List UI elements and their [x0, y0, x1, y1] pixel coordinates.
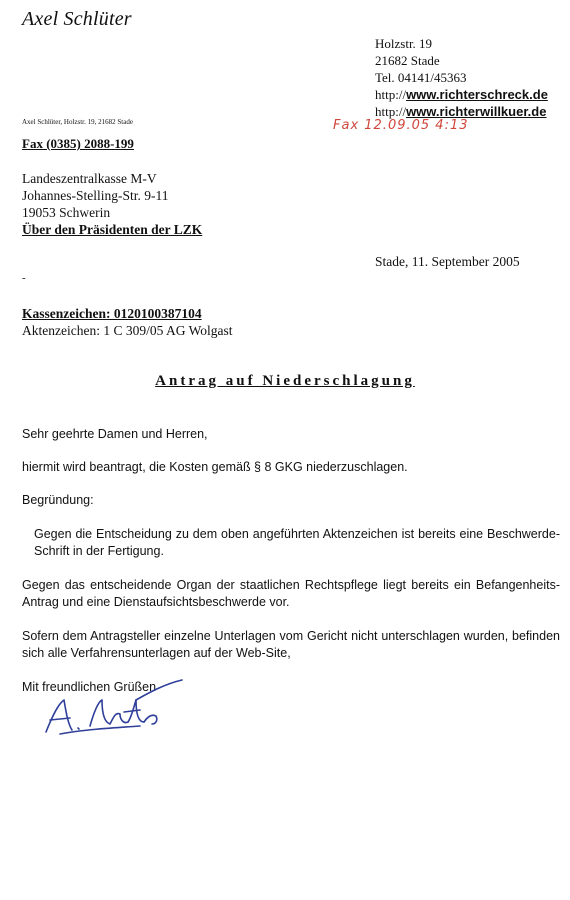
- dash-mark: -: [22, 272, 26, 284]
- sender-return-line: Axel Schlüter, Holzstr. 19, 21682 Stade: [22, 118, 133, 126]
- handwritten-fax-note: Fax 12.09.05 4:13: [333, 118, 469, 133]
- paragraph-beschwerde: Gegen die Entscheidung zu dem oben angeführten Aktenzeichen ist bereits eine Beschwerde-Schrift in der Fertigung.: [34, 527, 560, 558]
- website-link-1[interactable]: www.richterschreck.de: [406, 87, 548, 102]
- address-phone: Tel. 04141/45363: [375, 70, 467, 85]
- website-link-2[interactable]: www.richterwillkuer.de: [406, 104, 547, 119]
- letter-date: Stade, 11. September 2005: [375, 254, 520, 269]
- letterhead-logo: Axel Schlüter: [22, 8, 132, 30]
- reference-block: [22, 305, 233, 339]
- begruendung-label: Begründung:: [22, 493, 94, 507]
- recipient-address: [22, 170, 202, 238]
- website-link-1-prefix: http://: [375, 87, 407, 102]
- salutation: Sehr geehrte Damen und Herren,: [22, 427, 208, 441]
- recipient-line-3: 19053 Schwerin: [22, 205, 111, 220]
- recipient-line-4: Über den Präsidenten der LZK: [22, 222, 203, 237]
- aktenzeichen: Aktenzeichen: 1 C 309/05 AG Wolgast: [22, 323, 233, 338]
- address-street: Holzstr. 19: [375, 36, 433, 51]
- address-city: 21682 Stade: [375, 53, 440, 68]
- signature-drawing: [20, 672, 190, 742]
- paragraph-unterlagen: Sofern dem Antragsteller einzelne Unterlagen vom Gericht nicht unterschlagen wurden, befinden sich alle Verfahrensunterlagen auf der Web-Site,: [22, 629, 560, 660]
- paragraph-request: hiermit wird beantragt, die Kosten gemäß § 8 GKG niederzuschlagen.: [22, 460, 408, 474]
- recipient-line-1: Landeszentralkasse M-V: [22, 171, 157, 186]
- paragraph-befangenheit: Gegen das entscheidende Organ der staatlichen Rechtspflege liegt bereits ein Befangenheits-Antrag und eine Dienstaufsichtsbeschwerde vor.: [22, 578, 560, 609]
- kassenzeichen: Kassenzeichen: 0120100387104: [22, 306, 202, 321]
- closing-phrase: Mit freundlichen Grüßen: [22, 680, 157, 694]
- recipient-line-2: Johannes-Stelling-Str. 9-11: [22, 188, 169, 203]
- website-link-1-row[interactable]: [375, 86, 548, 103]
- website-link-2-prefix: http://: [375, 104, 407, 119]
- fax-number: Fax (0385) 2088-199: [22, 136, 134, 151]
- letter-title: Antrag auf Niederschlagung: [155, 373, 415, 389]
- handwritten-signature: [20, 672, 190, 747]
